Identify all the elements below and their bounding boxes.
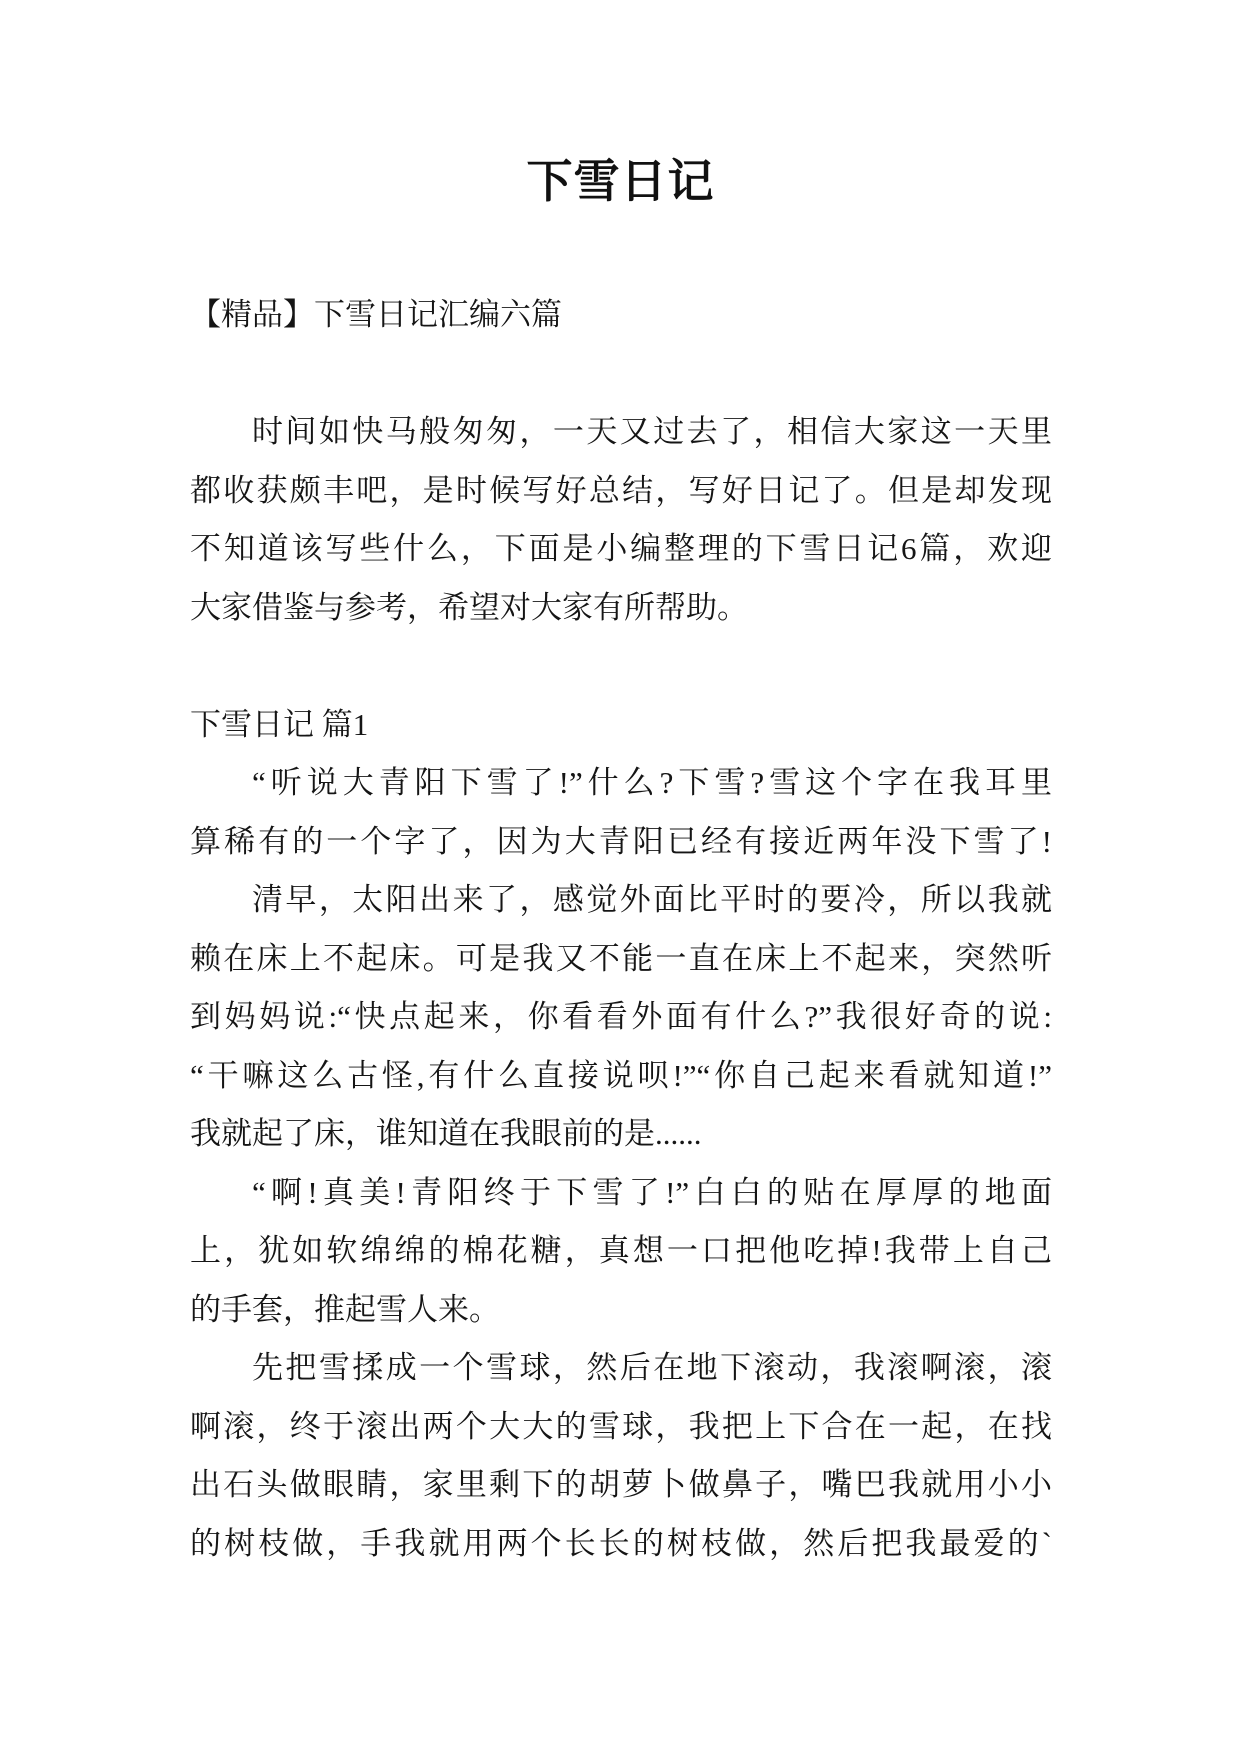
- document-body: [190, 286, 1052, 1573]
- blank-line: [190, 637, 1052, 696]
- paragraph-line: 先把雪揉成一个雪球，然后在地下滚动，我滚啊滚，滚: [252, 1350, 1052, 1385]
- paragraph-line: 的树枝做，手我就用两个长长的树枝做，然后把我最爱的`: [190, 1525, 1052, 1561]
- paragraph-line: “啊!真美!青阳终于下雪了!”白白的贴在厚厚的地面: [252, 1174, 1052, 1210]
- document-title: 下雪日记: [526, 154, 715, 208]
- paragraph-line: 时间如快马般匆匆，一天又过去了，相信大家这一天里: [252, 414, 1052, 449]
- paragraph-line: 出石头做眼睛，家里剩下的胡萝卜做鼻子，嘴巴我就用小小: [190, 1467, 1052, 1502]
- paragraph-line: 到妈妈说:“快点起来，你看看外面有什么?”我很好奇的说:: [190, 999, 1052, 1034]
- intro-paragraph: [190, 403, 1052, 637]
- blank-line: [190, 345, 1052, 404]
- paragraph-line: 我就起了床，谁知道在我眼前的是......: [190, 1116, 702, 1151]
- document-subtitle: 【精品】下雪日记汇编六篇: [190, 297, 562, 332]
- paragraph-line: 的手套，推起雪人来。: [190, 1291, 500, 1327]
- section-heading: 下雪日记 篇1: [190, 706, 369, 742]
- paragraph-line: 算稀有的一个字了，因为大青阳已经有接近两年没下雪了!: [190, 823, 1052, 859]
- paragraph-line: 清早，太阳出来了，感觉外面比平时的要冷，所以我就: [252, 882, 1052, 917]
- paragraph-line: 大家借鉴与参考，希望对大家有所帮助。: [190, 589, 748, 625]
- paragraph-line: 啊滚，终于滚出两个大大的雪球，我把上下合在一起，在找: [190, 1408, 1052, 1444]
- paragraph-line: 都收获颇丰吧，是时候写好总结，写好日记了。但是却发现: [190, 472, 1052, 508]
- section-paragraph: [190, 1164, 1052, 1340]
- section-paragraph: [190, 1339, 1052, 1573]
- section-paragraph: [190, 754, 1052, 871]
- paragraph-line: 不知道该写些什么，下面是小编整理的下雪日记6篇，欢迎: [190, 531, 1052, 566]
- paragraph-line: 上，犹如软绵绵的棉花糖，真想一口把他吃掉!我带上自己: [190, 1233, 1052, 1268]
- paragraph-line: 赖在床上不起床。可是我又不能一直在床上不起来，突然听: [190, 940, 1052, 976]
- section-paragraph: [190, 871, 1052, 1164]
- paragraph-line: “听说大青阳下雪了!”什么?下雪?雪这个字在我耳里: [252, 765, 1052, 800]
- paragraph-line: “干嘛这么古怪,有什么直接说呗!”“你自己起来看就知道!”: [190, 1057, 1052, 1093]
